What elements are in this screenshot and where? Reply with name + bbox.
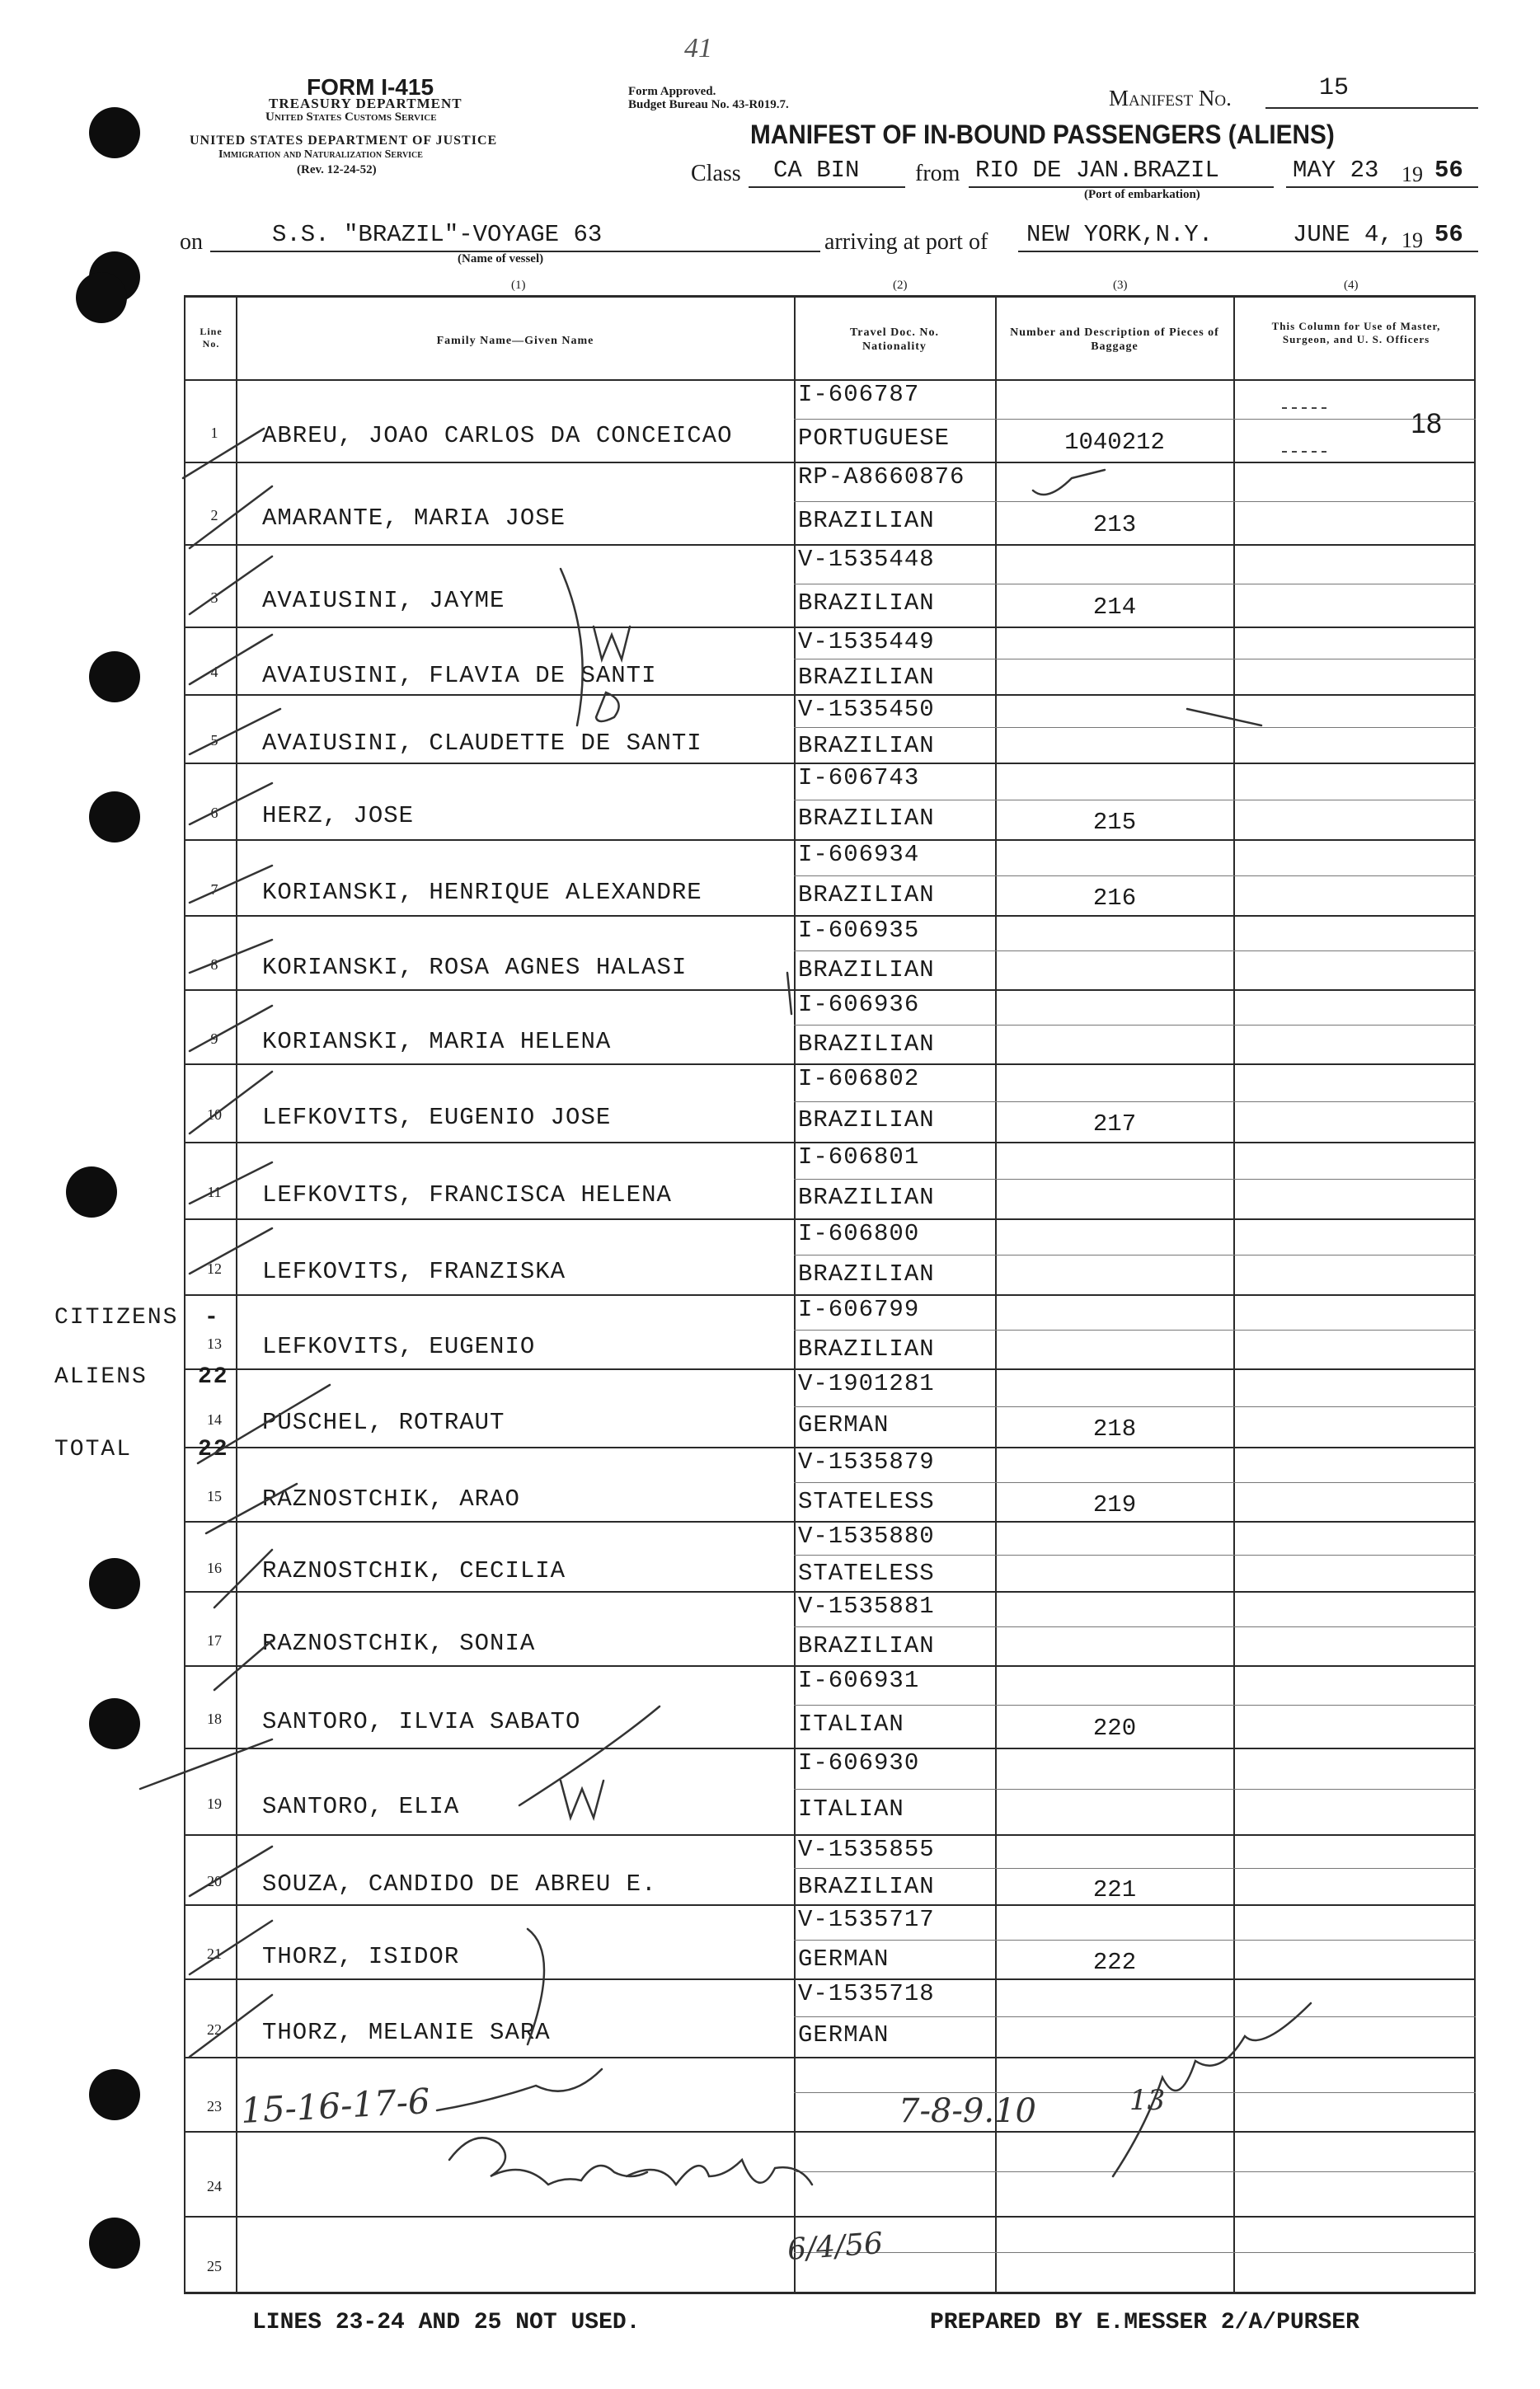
vessel-caption: (Name of vessel)	[458, 252, 544, 265]
passenger-name: RAZNOSTCHIK, CECILIA	[262, 1557, 566, 1585]
line-number: 21	[207, 1945, 222, 1962]
nationality: GERMAN	[798, 1945, 890, 1973]
check-mark-14	[206, 1484, 297, 1533]
baggage-pieces: 219	[1092, 1491, 1137, 1518]
baggage-pieces: 222	[1092, 1949, 1137, 1976]
nationality: BRAZILIAN	[798, 880, 935, 908]
passenger-name: SANTORO, ILVIA SABATO	[262, 1708, 581, 1735]
baggage-pieces: 213	[1092, 511, 1137, 538]
depart-year-prefix: 19	[1401, 162, 1423, 186]
travel-doc-no: V-1535450	[798, 696, 935, 723]
arrival-port: NEW YORK,N.Y.	[1026, 221, 1214, 248]
aliens-label: ALIENS	[54, 1364, 148, 1390]
passenger-name: AMARANTE, MARIA JOSE	[262, 505, 566, 532]
vessel-name: S.S. "BRAZIL"-VOYAGE 63	[272, 221, 603, 248]
col-header-baggage: Number and Description of Pieces of Baggage	[1010, 326, 1219, 353]
passenger-name: PUSCHEL, ROTRAUT	[262, 1409, 505, 1437]
check-mark-1	[183, 429, 264, 478]
nationality: ITALIAN	[798, 1711, 904, 1738]
signature-4	[437, 2069, 602, 2110]
line-number: 13	[207, 1335, 222, 1352]
travel-doc-no: RP-A8660876	[798, 463, 965, 490]
form-number: FORM I-415	[307, 74, 434, 100]
officer-note: 18	[1411, 408, 1442, 439]
baggage-pieces: 221	[1092, 1876, 1137, 1903]
line-number: 15	[207, 1487, 222, 1504]
line-number: 2	[210, 507, 218, 523]
check-mark-9	[190, 1006, 272, 1051]
from-value: RIO DE JAN.BRAZIL	[975, 157, 1219, 184]
baggage-pieces: 220	[1092, 1715, 1137, 1742]
handwritten-line23-mid: 7-8-9.10	[899, 2092, 1036, 2130]
passenger-name: LEFKOVITS, EUGENIO	[262, 1332, 536, 1360]
line-number: 20	[207, 1872, 222, 1889]
baggage-tick	[1033, 470, 1105, 495]
travel-doc-no: I-606931	[798, 1667, 920, 1694]
nationality: BRAZILIAN	[798, 1260, 935, 1288]
pencil-w-1	[594, 627, 630, 659]
travel-doc-no: I-606930	[798, 1749, 920, 1776]
handwritten-date: 6/4/56	[786, 2227, 885, 2267]
on-label: on	[180, 229, 203, 255]
travel-doc-no: I-606801	[798, 1143, 920, 1171]
line-number: 16	[207, 1559, 222, 1576]
travel-doc-no: I-606802	[798, 1065, 920, 1092]
travel-doc-no: V-1901281	[798, 1370, 935, 1397]
nationality: BRAZILIAN	[798, 1872, 935, 1900]
check-mark-13	[198, 1385, 330, 1463]
travel-doc-no: I-606936	[798, 991, 920, 1018]
arriving-label: arriving at port of	[824, 229, 988, 255]
passenger-name: KORIANSKI, ROSA AGNES HALASI	[262, 953, 688, 981]
col-number-4: (4)	[1344, 279, 1359, 292]
passenger-name: RAZNOSTCHIK, SONIA	[262, 1629, 536, 1657]
check-mark-3	[190, 556, 272, 614]
col-number-2: (2)	[893, 279, 908, 292]
treasury-dept: TREASURY DEPARTMENT	[269, 96, 462, 111]
pencil-w-2	[561, 1781, 603, 1818]
from-label: from	[915, 161, 960, 186]
depart-year: 56	[1434, 157, 1463, 184]
line-number: 19	[207, 1795, 222, 1812]
pencil-page-number: 41	[684, 33, 712, 63]
nationality: BRAZILIAN	[798, 507, 935, 534]
passenger-name: AVAIUSINI, FLAVIA DE SANTI	[262, 661, 657, 689]
aliens-value: 22	[198, 1364, 229, 1390]
col-header-name: Family Name—Given Name	[436, 335, 594, 347]
line-number: 14	[207, 1411, 222, 1429]
nationality: ITALIAN	[798, 1795, 904, 1823]
check-mark-6	[190, 783, 272, 824]
line-number: 24	[207, 2177, 222, 2194]
ins-service: Immigration and Naturalization Service	[218, 148, 423, 161]
total-label: TOTAL	[54, 1437, 133, 1462]
form-approved: Form Approved.	[628, 85, 716, 98]
baggage-pieces: 216	[1092, 885, 1137, 913]
passenger-name: SANTORO, ELIA	[262, 1792, 460, 1820]
pencil-d	[596, 692, 619, 721]
check-mark-4	[190, 635, 272, 684]
nationality: BRAZILIAN	[798, 1030, 935, 1058]
line-number: 5	[210, 731, 218, 749]
depart-date: MAY 23	[1293, 157, 1379, 184]
passenger-name: RAZNOSTCHIK, ARAO	[262, 1485, 520, 1513]
class-value: CA BIN	[773, 157, 860, 184]
passenger-name: AVAIUSINI, CLAUDETTE DE SANTI	[262, 730, 702, 758]
arrival-year: 56	[1434, 221, 1463, 248]
passenger-name: LEFKOVITS, FRANZISKA	[262, 1257, 566, 1285]
passenger-name: AVAIUSINI, JAYME	[262, 587, 505, 614]
signature-3	[1113, 2003, 1311, 2176]
manifest-title: MANIFEST OF IN-BOUND PASSENGERS (ALIENS)	[750, 120, 1335, 149]
manifest-no-value: 15	[1319, 74, 1350, 102]
travel-doc-no: V-1535717	[798, 1906, 935, 1933]
baggage-pieces: 214	[1092, 594, 1137, 621]
check-mark-17	[140, 1739, 272, 1789]
line-number: 22	[207, 2021, 222, 2039]
line-number: 10	[207, 1106, 222, 1124]
baggage-pieces: 217	[1092, 1110, 1137, 1138]
passenger-name: THORZ, ISIDOR	[262, 1942, 460, 1970]
line-number: 7	[210, 880, 218, 898]
col-header-officers: This Column for Use of Master, Surgeon, and U. S. Officers	[1271, 320, 1441, 345]
line-number: 9	[210, 1030, 218, 1047]
check-mark-7	[190, 866, 272, 903]
travel-doc-no: V-1535881	[798, 1593, 935, 1620]
check-mark-20	[190, 1995, 272, 2057]
stroke-santoro	[519, 1706, 660, 1805]
check-mark-12	[190, 1228, 272, 1274]
check-mark-15	[214, 1550, 272, 1608]
passenger-name: KORIANSKI, HENRIQUE ALEXANDRE	[262, 878, 702, 906]
form-revision: (Rev. 12-24-52)	[297, 163, 377, 176]
travel-doc-no: V-1535879	[798, 1448, 935, 1476]
passenger-name: LEFKOVITS, FRANCISCA HELENA	[262, 1181, 672, 1209]
nationality: BRAZILIAN	[798, 589, 935, 617]
check-mark-10	[190, 1072, 272, 1133]
travel-doc-no: V-1535448	[798, 546, 935, 573]
tick-18	[1187, 709, 1261, 725]
travel-doc-no: V-1535855	[798, 1836, 935, 1863]
check-mark-19	[190, 1921, 272, 1974]
col-header-line-no: Line No.	[200, 326, 223, 350]
passenger-name: SOUZA, CANDIDO DE ABREU E.	[262, 1870, 657, 1899]
line-number: 6	[210, 805, 218, 822]
baggage-pieces: 215	[1092, 808, 1137, 836]
class-label: Class	[691, 161, 741, 186]
check-mark-16	[214, 1640, 272, 1690]
manifest-no-label: Manifest No.	[1109, 86, 1232, 110]
nationality: BRAZILIAN	[798, 664, 935, 692]
line-number: 25	[207, 2257, 222, 2274]
line-number: 11	[207, 1184, 222, 1201]
footer-lines-not-used: LINES 23-24 AND 25 NOT USED.	[252, 2310, 641, 2335]
line-number: 8	[210, 955, 218, 973]
arrival-year-prefix: 19	[1401, 228, 1423, 252]
budget-bureau: Budget Bureau No. 43-R019.7.	[628, 98, 789, 111]
nationality: BRAZILIAN	[798, 731, 935, 759]
check-mark-8	[190, 940, 272, 973]
check-mark-2	[190, 486, 272, 548]
line-number: 4	[210, 664, 218, 681]
nationality: PORTUGUESE	[798, 425, 951, 452]
baggage-pieces: 1040212	[1064, 429, 1165, 456]
line-number: 18	[207, 1711, 222, 1727]
arrival-date: JUNE 4,	[1293, 221, 1393, 248]
line-number: 17	[207, 1631, 222, 1649]
bracket-2	[528, 1929, 544, 2044]
line-number: 23	[207, 2097, 222, 2114]
handwritten-line23-left: 15-16-17-6	[239, 2081, 431, 2131]
handwritten-line23-mid2: 13	[1129, 2084, 1166, 2117]
total-value: 22	[198, 1437, 229, 1462]
travel-doc-no: I-606787	[798, 381, 920, 408]
baggage-pieces: 218	[1092, 1415, 1137, 1443]
footer-prepared-by: PREPARED BY E.MESSER 2/A/PURSER	[930, 2310, 1359, 2335]
col-header-doc: Travel Doc. No. Nationality	[849, 326, 940, 353]
nationality: BRAZILIAN	[798, 1631, 935, 1659]
citizens-label: CITIZENS	[54, 1305, 179, 1331]
nationality: BRAZILIAN	[798, 1184, 935, 1212]
travel-doc-no: I-606743	[798, 764, 920, 791]
check-mark-18	[190, 1847, 272, 1896]
check-mark-11	[190, 1162, 272, 1204]
passenger-name: ABREU, JOAO CARLOS DA CONCEICAO	[262, 422, 733, 449]
travel-doc-no: I-606934	[798, 841, 920, 868]
nationality: BRAZILIAN	[798, 1335, 935, 1363]
signature-2	[627, 2160, 812, 2185]
citizens-value: -	[204, 1305, 220, 1331]
line-number: 3	[210, 589, 218, 606]
line-number: 1	[210, 425, 218, 441]
passenger-name: THORZ, MELANIE SARA	[262, 2019, 551, 2047]
customs-service: United States Customs Service	[265, 110, 437, 124]
travel-doc-no: I-606799	[798, 1296, 920, 1323]
bracket-3	[787, 973, 791, 1014]
nationality: BRAZILIAN	[798, 1106, 935, 1134]
nationality: GERMAN	[798, 1411, 890, 1439]
nationality: STATELESS	[798, 1487, 935, 1515]
line-number: 12	[207, 1260, 222, 1277]
col-number-3: (3)	[1113, 279, 1128, 292]
travel-doc-no: I-606800	[798, 1220, 920, 1247]
nationality: BRAZILIAN	[798, 805, 935, 833]
travel-doc-no: V-1535718	[798, 1980, 935, 2007]
check-mark-5	[190, 709, 280, 754]
nationality: BRAZILIAN	[798, 955, 935, 983]
passenger-name: KORIANSKI, MARIA HELENA	[262, 1027, 612, 1055]
passenger-name: LEFKOVITS, EUGENIO JOSE	[262, 1104, 612, 1132]
bracket-1	[561, 569, 583, 725]
travel-doc-no: I-606935	[798, 917, 920, 944]
port-caption: (Port of embarkation)	[1084, 188, 1200, 201]
travel-doc-no: V-1535880	[798, 1523, 935, 1550]
nationality: STATELESS	[798, 1559, 935, 1587]
passenger-name: HERZ, JOSE	[262, 802, 415, 830]
nationality: GERMAN	[798, 2021, 890, 2049]
travel-doc-no: V-1535449	[798, 628, 935, 655]
signature-1	[449, 2138, 647, 2185]
justice-dept: UNITED STATES DEPARTMENT OF JUSTICE	[190, 134, 498, 148]
col-number-1: (1)	[511, 279, 526, 292]
